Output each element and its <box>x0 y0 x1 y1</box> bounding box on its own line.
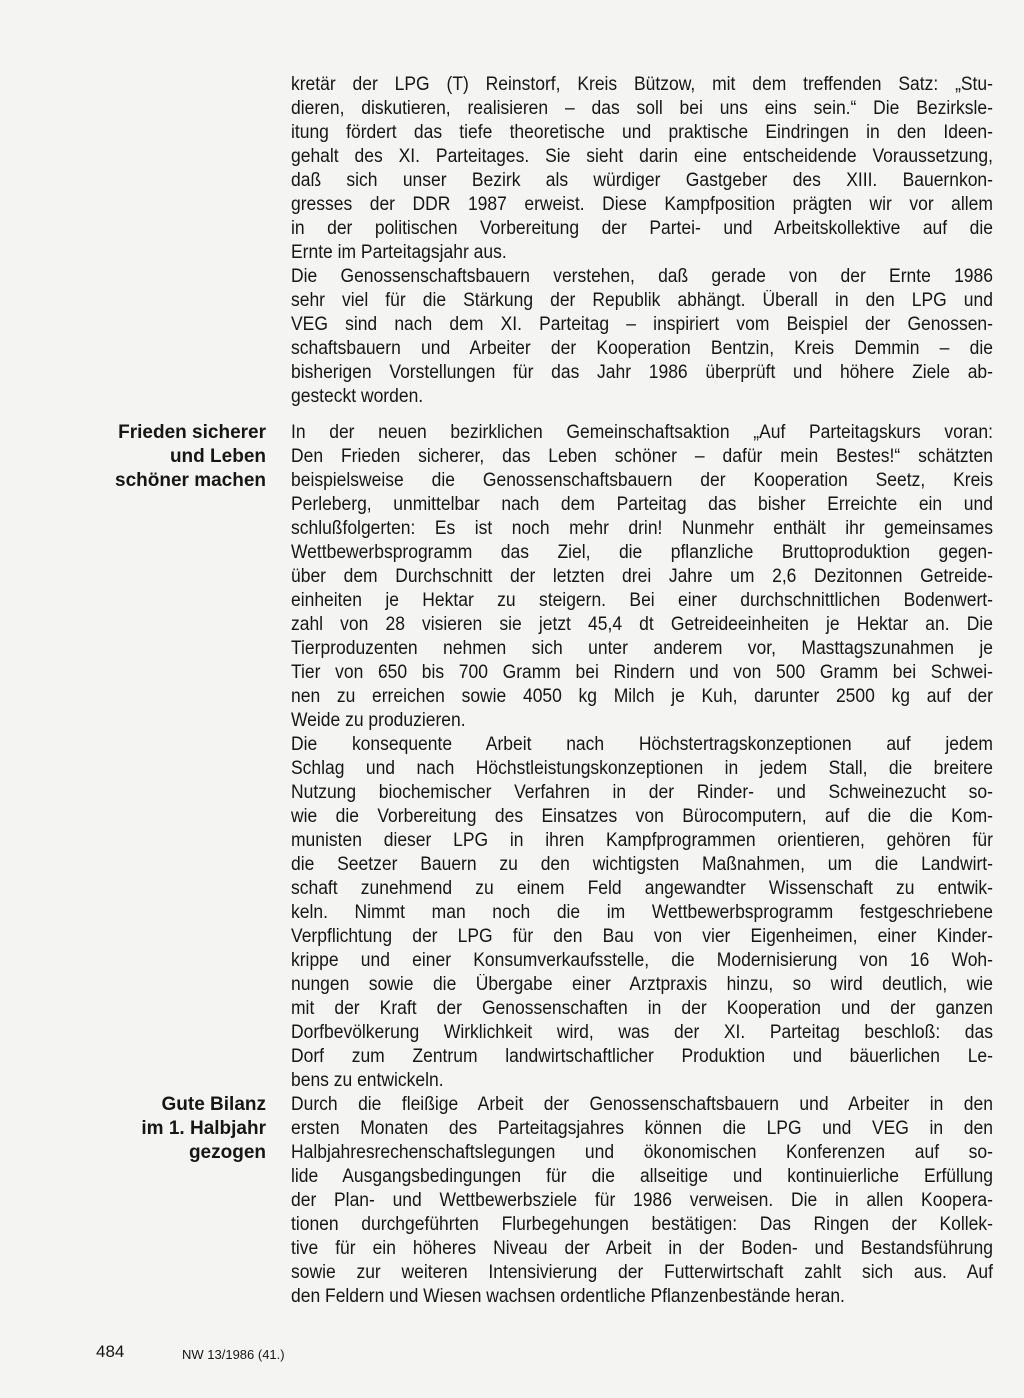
text-line: Verpflichtung der LPG für den Bau von vier Eigenheimen, einer Kinder- <box>291 926 993 947</box>
text-line: gehalt des XI. Parteitages. Sie sieht darin eine entscheidende Voraussetzung, <box>291 146 993 167</box>
text-line: über dem Durchschnitt der letzten drei Jahre um 2,6 Dezitonnen Getreide- <box>291 566 993 587</box>
text-line: sowie zur weiteren Intensivierung der Futterwirtschaft zahlt sich aus. Auf <box>291 1262 993 1283</box>
text-line: nen zu erreichen sowie 4050 kg Milch je Kuh, darunter 2500 kg auf der <box>291 686 993 707</box>
text-line: Schlag und nach Höchstleistungskonzeptionen in jedem Stall, die breitere <box>291 758 993 779</box>
text-line: in der politischen Vorbereitung der Partei- und Arbeitskollektive auf die <box>291 218 993 239</box>
text-line: einheiten je Hektar zu steigern. Bei einer durchschnittlichen Bodenwert- <box>291 590 993 611</box>
text-line: gesteckt worden. <box>291 386 424 407</box>
text-line: lide Ausgangsbedingungen für die allseitige und kontinuierliche Erfüllung <box>291 1166 993 1187</box>
text-line: keln. Nimmt man noch die im Wettbewerbsprogramm festgeschriebene <box>291 902 993 923</box>
text-line: VEG sind nach dem XI. Parteitag – inspiriert vom Beispiel der Genossen- <box>291 314 993 335</box>
text-line: Halbjahresrechenschaftslegungen und ökonomischen Konferenzen auf so- <box>291 1142 993 1163</box>
text-line: bens zu entwickeln. <box>291 1070 444 1091</box>
text-line: bisherigen Vorstellungen für das Jahr 1986 überprüft und höhere Ziele ab- <box>291 362 993 383</box>
text-line: nungen sowie die Übergabe einer Arztpraxis hinzu, so wird deutlich, wie <box>291 974 993 995</box>
text-line: Den Frieden sicherer, das Leben schöner – dafür mein Bestes!“ schätzten <box>291 446 993 467</box>
text-line: ersten Monaten des Parteitagsjahres können die LPG und VEG in den <box>291 1118 993 1139</box>
text-line: beispielsweise die Genossenschaftsbauern der Kooperation Seetz, Kreis <box>291 470 993 491</box>
text-line: Wettbewerbsprogramm das Ziel, die pflanzliche Bruttoproduktion gegen- <box>291 542 993 563</box>
text-line: schaftsbauern und Arbeiter der Kooperation Bentzin, Kreis Demmin – die <box>291 338 993 359</box>
paragraph-block-intro <box>291 73 993 409</box>
text-line: die Seetzer Bauern zu den wichtigsten Maßnahmen, um die Landwirt- <box>291 854 993 875</box>
text-line: mit der Kraft der Genossenschaften in der Kooperation und der ganzen <box>291 998 993 1019</box>
margin-heading-frieden <box>96 421 266 493</box>
text-line: tive für ein höheres Niveau der Arbeit in der Boden- und Bestandsführung <box>291 1238 993 1259</box>
text-line: schaft zunehmend zu einem Feld angewandter Wissenschaft zu entwik- <box>291 878 993 899</box>
text-line: den Feldern und Wiesen wachsen ordentliche Pflanzenbestände heran. <box>291 1286 845 1307</box>
text-line: Perleberg, unmittelbar nach dem Parteitag das bisher Erreichte ein und <box>291 494 993 515</box>
margin-heading-line: im 1. Halbjahr <box>141 1118 266 1139</box>
paragraph-block-bilanz <box>291 1093 993 1309</box>
text-line: Nutzung biochemischer Verfahren in der Rinder- und Schweinezucht so- <box>291 782 993 803</box>
text-line: der Plan- und Wettbewerbsziele für 1986 verweisen. Die in allen Koopera- <box>291 1190 993 1211</box>
text-line: Dorfbevölkerung Wirklichkeit wird, was der XI. Parteitag beschloß: das <box>291 1022 993 1043</box>
text-line: dieren, diskutieren, realisieren – das soll bei uns eins sein.“ Die Bezirksle- <box>291 98 993 119</box>
margin-heading-line: Gute Bilanz <box>161 1094 266 1115</box>
text-line: Weide zu produzieren. <box>291 710 466 731</box>
text-line: wie die Vorbereitung des Einsatzes von Bürocomputern, auf die die Kom- <box>291 806 993 827</box>
text-line: Ernte im Parteitagsjahr aus. <box>291 242 507 263</box>
margin-heading-bilanz <box>96 1093 266 1165</box>
text-line: gresses der DDR 1987 erweist. Diese Kampfposition prägten wir vor allem <box>291 194 993 215</box>
text-line: In der neuen bezirklichen Gemeinschaftsaktion „Auf Parteitagskurs voran: <box>291 422 993 443</box>
issue-reference: NW 13/1986 (41.) <box>182 1347 285 1362</box>
text-line: tionen durchgeführten Flurbegehungen bestätigen: Das Ringen der Kollek- <box>291 1214 993 1235</box>
margin-heading-line: schöner machen <box>115 470 266 491</box>
margin-heading-line: Frieden sicherer <box>118 422 266 443</box>
text-line: schlußfolgerten: Es ist noch mehr drin! Nunmehr enthält ihr gemeinsames <box>291 518 993 539</box>
margin-heading-line: gezogen <box>188 1142 266 1163</box>
margin-heading-line: und Leben <box>169 446 266 467</box>
text-line: krippe und einer Konsumverkaufsstelle, die Modernisierung von 16 Woh- <box>291 950 993 971</box>
text-line: Tierproduzenten nehmen sich unter anderem vor, Masttagszunahmen je <box>291 638 993 659</box>
text-line: Durch die fleißige Arbeit der Genossenschaftsbauern und Arbeiter in den <box>291 1094 993 1115</box>
text-line: daß sich unser Bezirk als würdiger Gastgeber des XIII. Bauernkon- <box>291 170 993 191</box>
paragraph-block-frieden <box>291 421 993 1093</box>
text-line: zahl von 28 visieren sie jetzt 45,4 dt Getreideeinheiten je Hektar an. Die <box>291 614 993 635</box>
text-line: Die konsequente Arbeit nach Höchstertragskonzeptionen auf jedem <box>291 734 993 755</box>
text-line: munisten dieser LPG in ihren Kampfprogrammen orientieren, gehören für <box>291 830 993 851</box>
page-number: 484 <box>96 1342 125 1361</box>
text-line: Die Genossenschaftsbauern verstehen, daß gerade von der Ernte 1986 <box>291 266 993 287</box>
text-line: kretär der LPG (T) Reinstorf, Kreis Bützow, mit dem treffenden Satz: „Stu- <box>291 74 993 95</box>
text-line: sehr viel für die Stärkung der Republik abhängt. Überall in den LPG und <box>291 290 993 311</box>
text-line: Tier von 650 bis 700 Gramm bei Rindern und von 500 Gramm bei Schwei- <box>291 662 993 683</box>
text-line: itung fördert das tiefe theoretische und praktische Eindringen in den Ideen- <box>291 122 993 143</box>
text-line: Dorf zum Zentrum landwirtschaftlicher Produktion und bäuerlichen Le- <box>291 1046 993 1067</box>
